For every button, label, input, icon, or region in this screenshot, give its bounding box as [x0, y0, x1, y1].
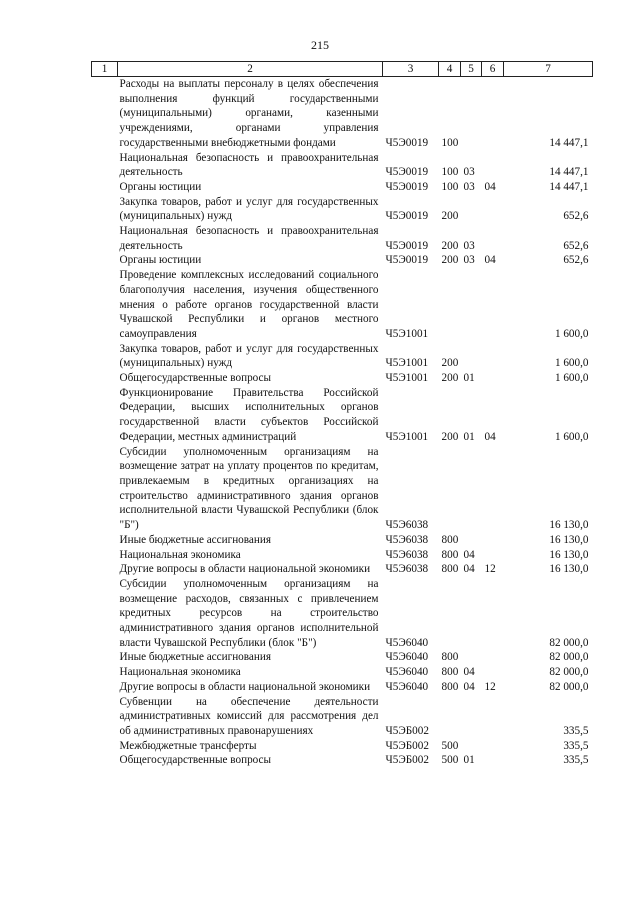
- row-subsection: 04: [484, 254, 496, 267]
- row-description: Функционирование Правительства Российской Федерации, высших исполнительных органов государственной власти субъектов Российской Федерации, местных администраций: [119, 386, 379, 443]
- row-target-code: Ч5Э6040: [385, 680, 429, 693]
- row-number-cell: [92, 195, 118, 224]
- page-number: 215: [311, 38, 329, 52]
- column-header-7: 7: [504, 62, 593, 77]
- row-section: 01: [463, 754, 475, 767]
- row-section: [461, 445, 482, 533]
- row-number-cell: [92, 268, 118, 342]
- row-target-code: Ч5Э6040: [385, 666, 429, 679]
- row-number-cell: [92, 342, 118, 371]
- table-row: [92, 665, 593, 680]
- column-header-6: 6: [482, 62, 504, 77]
- row-subsection: [482, 577, 504, 651]
- row-section: 03: [463, 254, 475, 267]
- row-section: [461, 268, 482, 342]
- row-expense-type: 200: [441, 254, 459, 267]
- row-number-cell: [92, 445, 118, 533]
- row-amount: 335,5: [563, 724, 589, 737]
- row-target-code: Ч5Э0019: [385, 254, 429, 267]
- table-row: [92, 548, 593, 563]
- row-number-cell: [92, 180, 118, 195]
- row-subsection: [482, 650, 504, 665]
- row-expense-type: [439, 577, 461, 651]
- row-description: Проведение комплексных исследований социального благополучия населения, изучения общественного мнения о работе органов государственной власти Чувашской Республики и органов местного самоуправления: [119, 269, 379, 340]
- row-amount: 82 000,0: [549, 651, 589, 664]
- row-target-code: Ч5Э1001: [385, 430, 429, 443]
- row-expense-type: 200: [441, 372, 459, 385]
- row-target-code: Ч5Э6040: [385, 636, 429, 649]
- column-header-2: 2: [118, 62, 383, 77]
- row-section: [461, 650, 482, 665]
- row-description: Закупка товаров, работ и услуг для государственных (муниципальных) нужд: [119, 342, 379, 370]
- row-target-code: Ч5Э0019: [385, 239, 429, 252]
- row-target-code: Ч5Э1001: [385, 372, 429, 385]
- row-description: Органы юстиции: [119, 180, 202, 193]
- row-expense-type: 800: [441, 548, 459, 561]
- row-amount: 82 000,0: [549, 680, 589, 693]
- table-row: [92, 562, 593, 577]
- row-number-cell: [92, 371, 118, 386]
- row-section: 04: [463, 680, 475, 693]
- row-subsection: [482, 548, 504, 563]
- column-header-3: 3: [383, 62, 439, 77]
- table-header: [92, 62, 593, 77]
- row-section: [461, 577, 482, 651]
- row-description: Межбюджетные трансферты: [119, 739, 257, 752]
- row-target-code: Ч5Э6038: [385, 563, 429, 576]
- row-section: 04: [463, 666, 475, 679]
- row-section: 03: [463, 166, 475, 179]
- row-subsection: [482, 224, 504, 253]
- row-description: Субсидии уполномоченным организациям на возмещение затрат на уплату процентов по кредитам, привлекаемым в кредитных организациях на строительство административного здания органов исполнительной власти Чувашской Республики (блок "Б"): [119, 445, 379, 532]
- row-section: [461, 342, 482, 371]
- row-target-code: Ч5ЭБ002: [385, 724, 429, 737]
- row-expense-type: [439, 445, 461, 533]
- row-number-cell: [92, 577, 118, 651]
- row-subsection: [482, 151, 504, 180]
- row-target-code: Ч5Э1001: [385, 357, 429, 370]
- row-expense-type: 800: [441, 563, 459, 576]
- table-row: [92, 180, 593, 195]
- row-description: Органы юстиции: [119, 254, 202, 267]
- row-expense-type: 200: [441, 210, 459, 223]
- table-row: [92, 445, 593, 533]
- table-row: [92, 342, 593, 371]
- row-target-code: Ч5Э0019: [385, 180, 429, 193]
- row-section: 04: [463, 548, 475, 561]
- row-amount: 1 600,0: [554, 430, 589, 443]
- table-row: [92, 650, 593, 665]
- row-expense-type: 800: [441, 651, 459, 664]
- row-description: Закупка товаров, работ и услуг для государственных (муниципальных) нужд: [119, 195, 379, 223]
- row-target-code: Ч5Э6038: [385, 548, 429, 561]
- row-description: Субвенции на обеспечение деятельности административных комиссий для рассмотрения дел об административных правонарушениях: [119, 695, 379, 737]
- row-subsection: [482, 665, 504, 680]
- row-section: [461, 695, 482, 739]
- row-subsection: [482, 268, 504, 342]
- table-row: [92, 695, 593, 739]
- row-description: Иные бюджетные ассигнования: [119, 533, 271, 546]
- row-expense-type: 200: [441, 239, 459, 252]
- row-target-code: Ч5Э6038: [385, 519, 429, 532]
- row-number-cell: [92, 753, 118, 768]
- row-subsection: 12: [484, 563, 496, 576]
- row-section: 01: [463, 372, 475, 385]
- table-row: [92, 753, 593, 768]
- row-number-cell: [92, 533, 118, 548]
- row-subsection: [482, 739, 504, 754]
- row-description: Иные бюджетные ассигнования: [119, 651, 271, 664]
- table-row: [92, 386, 593, 445]
- row-subsection: [482, 695, 504, 739]
- table-row: [92, 739, 593, 754]
- table-row: [92, 253, 593, 268]
- table-row: [92, 577, 593, 651]
- row-amount: 16 130,0: [549, 519, 589, 532]
- row-description: Общегосударственные вопросы: [119, 372, 272, 385]
- row-amount: 16 130,0: [549, 563, 589, 576]
- row-description: Другие вопросы в области национальной экономики: [119, 563, 371, 576]
- row-section: [461, 739, 482, 754]
- row-description: Национальная экономика: [119, 548, 241, 561]
- row-target-code: Ч5Э0019: [385, 166, 429, 179]
- column-header-1: 1: [92, 62, 118, 77]
- row-number-cell: [92, 151, 118, 180]
- row-section: 04: [463, 563, 475, 576]
- row-expense-type: 800: [441, 533, 459, 546]
- row-subsection: [482, 342, 504, 371]
- row-description: Национальная экономика: [119, 666, 241, 679]
- row-amount: 14 447,1: [549, 166, 589, 179]
- table-body: [92, 77, 593, 769]
- row-description: Общегосударственные вопросы: [119, 754, 272, 767]
- row-target-code: Ч5Э0019: [385, 136, 429, 149]
- row-expense-type: 200: [441, 430, 459, 443]
- row-section: [461, 195, 482, 224]
- row-amount: 335,5: [563, 739, 589, 752]
- row-expense-type: 800: [441, 680, 459, 693]
- table-row: [92, 680, 593, 695]
- row-section: 01: [463, 430, 475, 443]
- row-expense-type: 800: [441, 666, 459, 679]
- row-subsection: [482, 753, 504, 768]
- column-header-4: 4: [439, 62, 461, 77]
- row-amount: 1 600,0: [554, 327, 589, 340]
- row-subsection: 04: [484, 180, 496, 193]
- row-amount: 14 447,1: [549, 180, 589, 193]
- row-number-cell: [92, 386, 118, 445]
- row-expense-type: 500: [441, 739, 459, 752]
- column-header-5: 5: [461, 62, 482, 77]
- row-number-cell: [92, 680, 118, 695]
- row-amount: 1 600,0: [554, 357, 589, 370]
- row-subsection: 12: [484, 680, 496, 693]
- row-expense-type: 500: [441, 754, 459, 767]
- row-number-cell: [92, 650, 118, 665]
- table-row: [92, 77, 593, 151]
- table-row: [92, 151, 593, 180]
- row-number-cell: [92, 665, 118, 680]
- row-section: 03: [463, 239, 475, 252]
- row-amount: 16 130,0: [549, 533, 589, 546]
- row-expense-type: 100: [441, 166, 459, 179]
- row-subsection: [482, 195, 504, 224]
- row-amount: 652,6: [563, 239, 589, 252]
- row-expense-type: [439, 695, 461, 739]
- row-amount: 82 000,0: [549, 666, 589, 679]
- row-description: Другие вопросы в области национальной экономики: [119, 680, 371, 693]
- row-expense-type: [439, 268, 461, 342]
- row-target-code: Ч5Э6038: [385, 533, 429, 546]
- row-target-code: Ч5ЭБ002: [385, 739, 429, 752]
- row-expense-type: 200: [441, 357, 459, 370]
- row-amount: 14 447,1: [549, 136, 589, 149]
- table-row: [92, 268, 593, 342]
- row-section: [461, 77, 482, 151]
- row-section: [461, 533, 482, 548]
- row-description: Национальная безопасность и правоохранительная деятельность: [119, 151, 379, 179]
- row-subsection: [482, 533, 504, 548]
- row-section: 03: [463, 180, 475, 193]
- table-row: [92, 371, 593, 386]
- row-target-code: Ч5Э6040: [385, 651, 429, 664]
- row-amount: 82 000,0: [549, 636, 589, 649]
- row-expense-type: 100: [441, 180, 459, 193]
- table-row: [92, 195, 593, 224]
- row-number-cell: [92, 548, 118, 563]
- row-description: Субсидии уполномоченным организациям на возмещение расходов, связанных с привлечением кредитных ресурсов на строительство административного здания органов исполнительной власти Чувашской Республики (блок "Б"): [119, 577, 379, 649]
- row-amount: 335,5: [563, 754, 589, 767]
- table-row: [92, 224, 593, 253]
- row-amount: 652,6: [563, 210, 589, 223]
- row-number-cell: [92, 739, 118, 754]
- row-expense-type: 100: [441, 136, 459, 149]
- row-subsection: [482, 77, 504, 151]
- row-amount: 652,6: [563, 254, 589, 267]
- row-target-code: Ч5ЭБ002: [385, 754, 429, 767]
- header-row: [92, 62, 593, 77]
- budget-table: [91, 61, 593, 768]
- row-description: Расходы на выплаты персоналу в целях обеспечения выполнения функций государственными (муниципальными) органами, казенными учреждениями, органами управления государственными внебюджетными фондами: [119, 78, 379, 149]
- row-subsection: 04: [484, 430, 496, 443]
- row-amount: 1 600,0: [554, 372, 589, 385]
- row-target-code: Ч5Э0019: [385, 210, 429, 223]
- row-amount: 16 130,0: [549, 548, 589, 561]
- row-subsection: [482, 371, 504, 386]
- row-description: Национальная безопасность и правоохранительная деятельность: [119, 225, 379, 252]
- row-number-cell: [92, 562, 118, 577]
- table-row: [92, 533, 593, 548]
- row-subsection: [482, 445, 504, 533]
- row-number-cell: [92, 253, 118, 268]
- row-target-code: Ч5Э1001: [385, 327, 429, 340]
- row-number-cell: [92, 77, 118, 151]
- row-number-cell: [92, 224, 118, 253]
- row-number-cell: [92, 695, 118, 739]
